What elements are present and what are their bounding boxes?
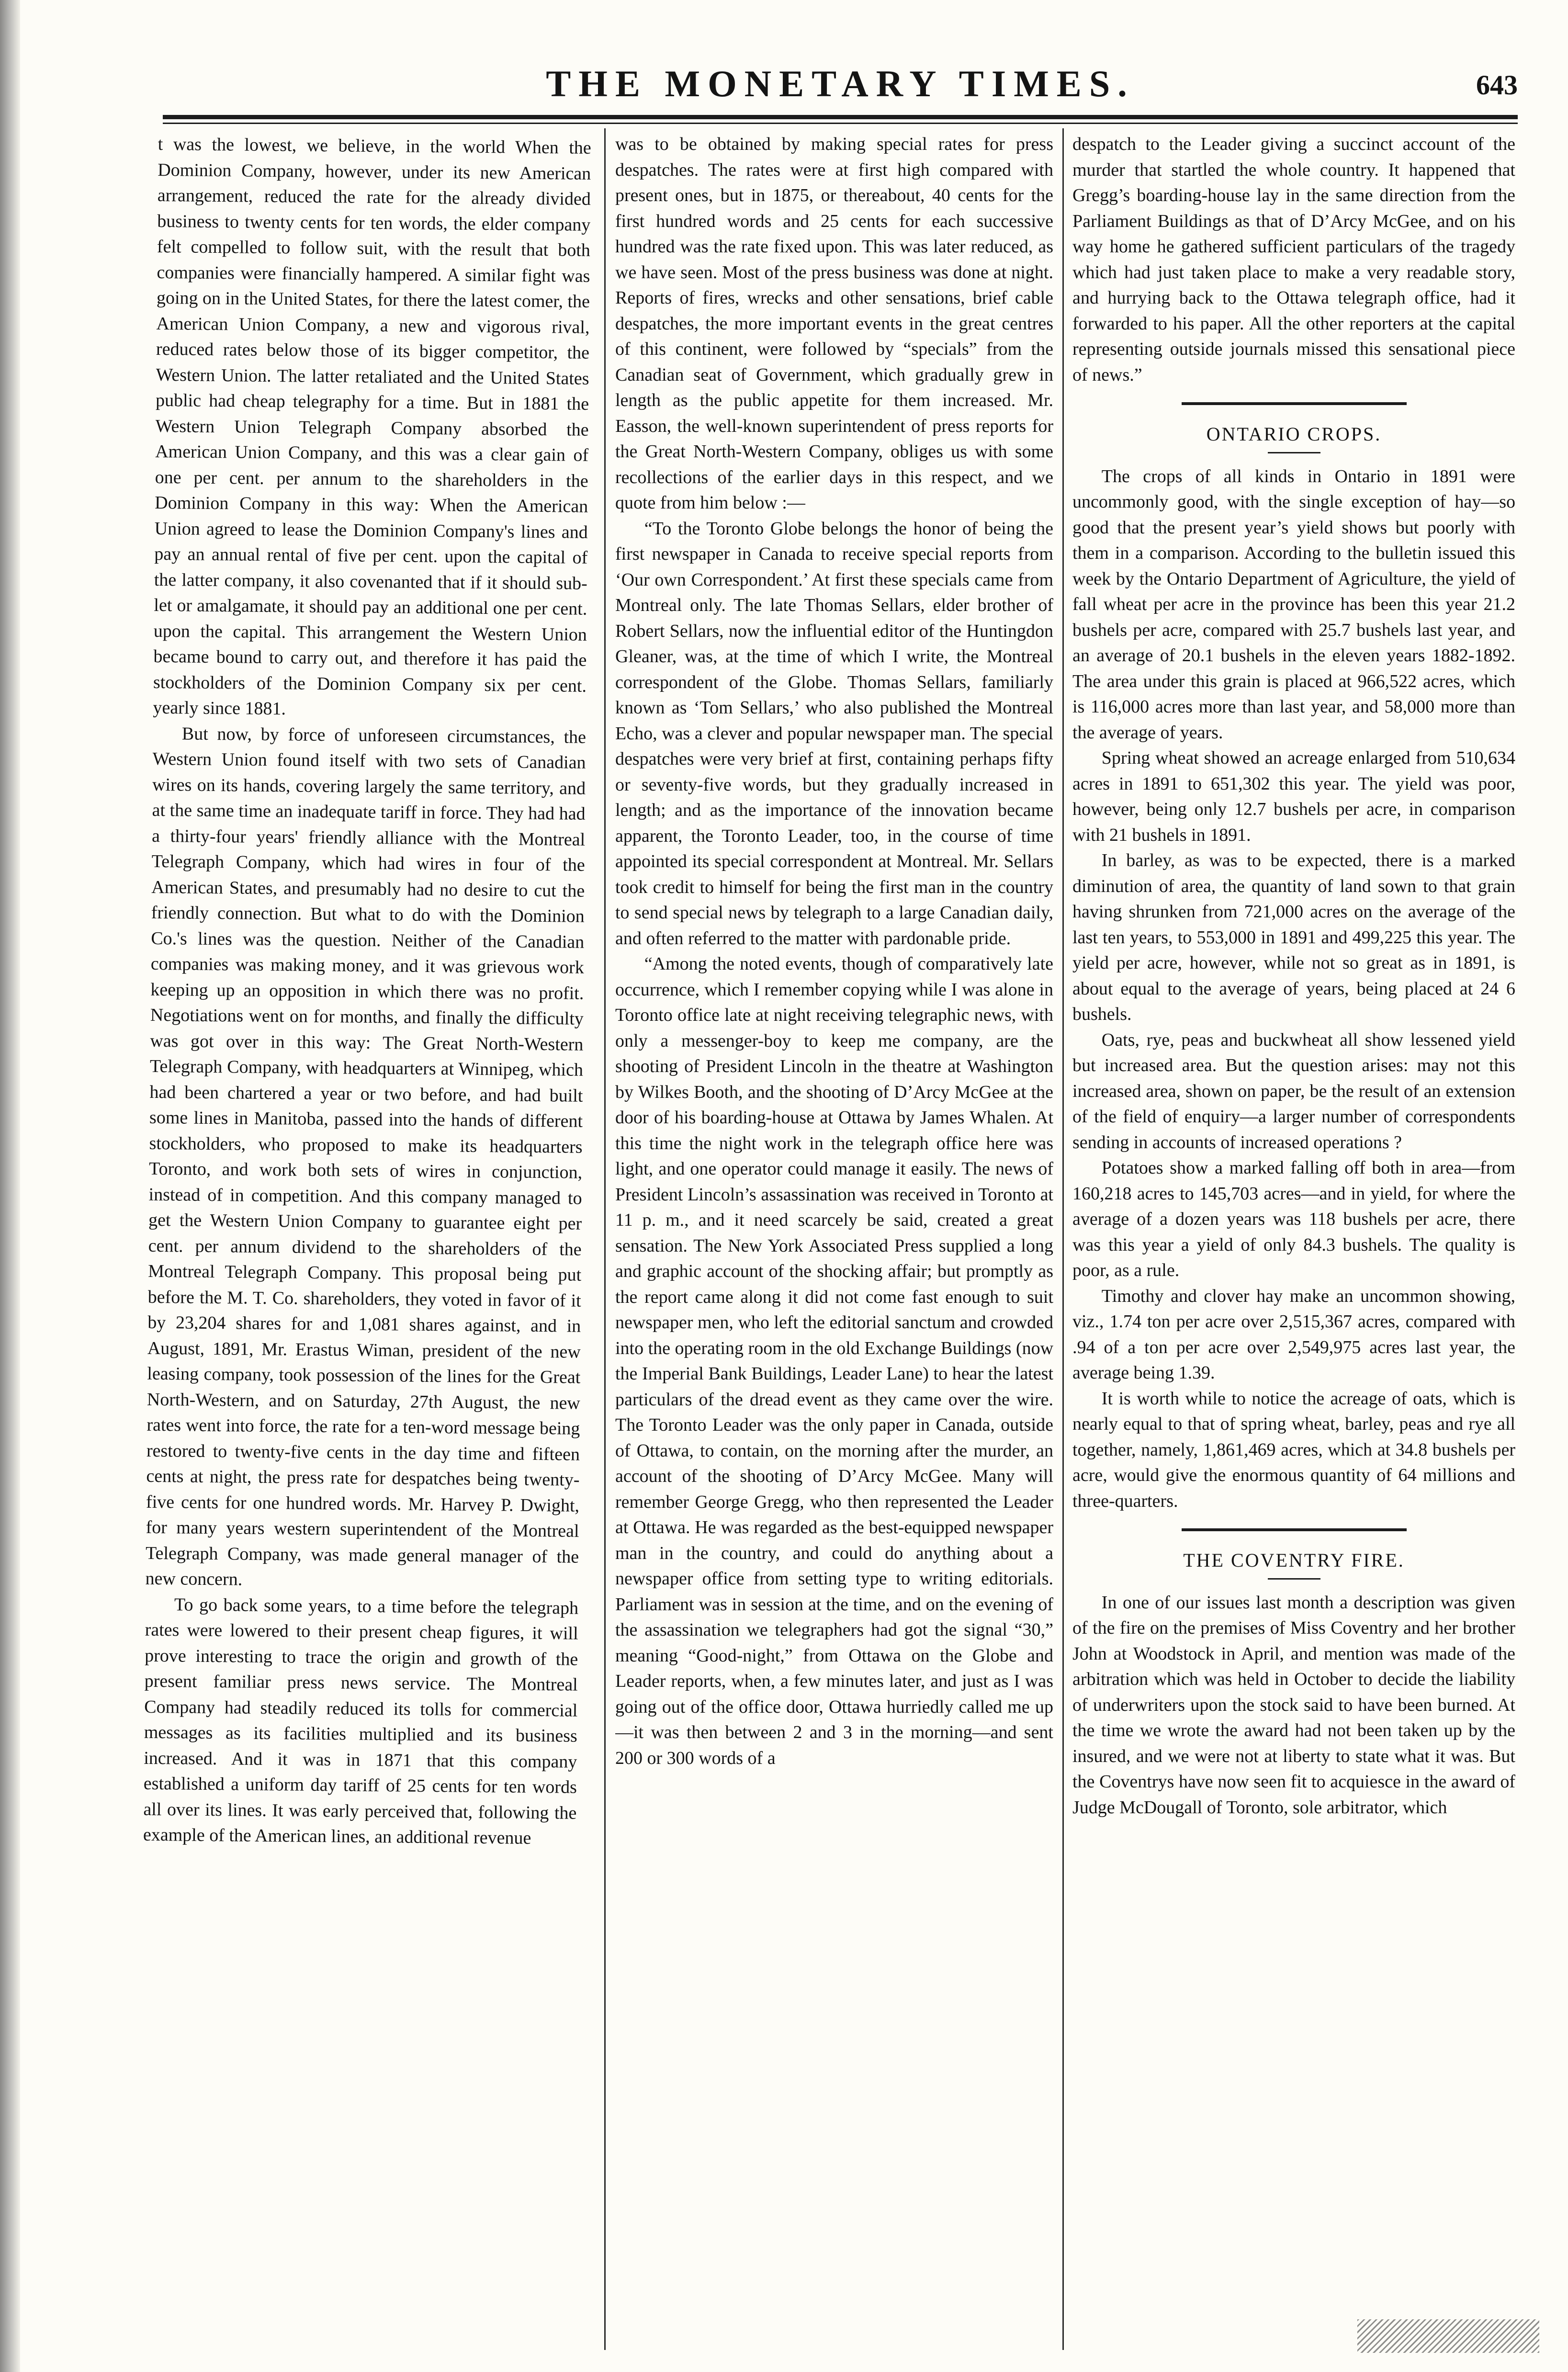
page-header (163, 57, 1518, 115)
paragraph: t was the lowest, we believe, in the world When the Dominion Company, however, under its new American arrangement, reduced the rate for the already divided business to twenty cents for ten words, the elder company felt compelled to follow suit, with the result that both companies were financially hampered. A similar fight was going on in the United States, for there the latest comer, the American Union Company, a new and vigorous rival, reduced rates below those of its bigger competitor, the Western Union. The latter retaliated and the United States public had cheap telegraphy for a time. But in 1881 the Western Union Telegraph Company absorbed the American Union Company, and this was a clear gain of one per cent. per annum to the shareholders in the Dominion Company in this way: When the American Union agreed to lease the Dominion Company's lines and pay an annual rental of five per cent. upon the capital of the latter company, it also covenanted that if it should sub-let or amalgamate, it should pay an additional one per cent. upon the capital. This arrangement the Western Union became bound to carry out, and therefore it has paid the stockholders of the Dominion Company six per cent. yearly since 1881. (153, 134, 591, 719)
column-rule-1 (604, 128, 606, 2350)
paragraph: despatch to the Leader giving a succinct account of the murder that startled the whole country. It happened that Gregg’s boarding-house lay in the same direction from the Parliament Buildings as that of D’Arcy McGee, and on his way home he gathered sufficient particulars of the tragedy which had just taken place to make a very readable story, and hurrying back to the Ottawa telegraph office, had it forwarded to his paper. All the other reporters at the capital representing outside journals missed this sensational piece of news.” (1072, 134, 1515, 385)
paragraph: “Among the noted events, though of comparatively late occurrence, which I remember copying while I was alone in Toronto office late at night receiving telegraphic news, with only a messenger-boy to keep me company, are the shooting of President Lincoln in the theatre at Washington by Wilkes Booth, and the shooting of D’Arcy McGee at the door of his boarding-house at Ottawa by James Whalen. At this time the night work in the telegraph office here was light, and one operator could manage it easily. The news of President Lincoln’s assassination was received in Toronto at 11 p. m., and it need scarcely be said, created a great sensation. The New York Associated Press supplied a long and graphic account of the shocking affair; but promptly as the report came along it did not come fast enough to suit newspaper men, who left the editorial sanctum and crowded into the operating room in the old Exchange Buildings (now the Imperial Bank Buildings, Leader Lane) to hear the latest particulars of the dread event as they came over the wire. The Toronto Leader was the only paper in Canada, outside of Ottawa, to contain, on the morning after the murder, an account of the shooting of D’Arcy McGee. Many will remember George Gregg, who then represented the Leader at Ottawa. He was regarded as the best-equipped newspaper man in the country, and could do anything about a newspaper office from setting type to writing editorials. Parliament was in session at the time, and on the evening of the assassination we telegraphers had got the signal “30,” meaning “Good-night,” from Ottawa on the Globe and Leader reports, when, a few minutes later, and just as I was going out of the office door, Ottawa hurriedly called me up—it was then between 2 and 3 in the morning—and sent 200 or 300 words of a (615, 954, 1053, 1768)
section-divider (1182, 1528, 1407, 1531)
page-number: 643 (1476, 69, 1518, 101)
paragraph: “To the Toronto Globe belongs the honor of being the first newspaper in Canada to receive special reports from ‘Our own Correspondent.’ At first these specials came from Montreal only. The late Thomas Sellars, elder brother of Robert Sellars, now the influential editor of the Huntingdon Gleaner, was, at the time of which I write, the Montreal correspondent of the Globe. Thomas Sellars, familiarly known as ‘Tom Sellars,’ who also published the Montreal Echo, was a clever and popular newspaper man. The special despatches were very brief at first, containing perhaps fifty or seventy-five words, but they gradually increased in length; and as the importance of the innovation became apparent, the Toronto Leader, too, in the course of time appointed its special correspondent at Montreal. Mr. Sellars took credit to himself for being the first man in the country to send special news by telegraph to a large Canadian daily, and often referred to the matter with pardonable pride. (615, 518, 1053, 949)
heading-underline (1268, 452, 1320, 453)
paragraph: Spring wheat showed an acreage enlarged from 510,634 acres in 1891 to 651,302 this year. The yield was poor, however, being only 12.7 bushels per acre, in comparison with 21 bushels in 1891. (1072, 748, 1515, 845)
section-heading-coventry-fire: THE COVENTRY FIRE. (1183, 1549, 1405, 1571)
scan-edge-shadow (0, 0, 20, 2372)
column-3 (1072, 132, 1515, 2353)
paragraph: In one of our issues last month a description was given of the fire on the premises of Miss Coventry and her brother John at Woodstock in April, and mention was made of the arbitration which was held in October to decide the liability of underwriters upon the stock said to have been burned. At the time we wrote the award had not been taken up by the insured, and we were not at liberty to state what it was. But the Coventrys have now seen fit to acquiesce in the award of Judge McDougall of Toronto, sole arbitrator, which (1072, 1592, 1515, 1818)
heading-underline (1268, 1578, 1320, 1580)
column-2 (615, 132, 1053, 2353)
paragraph: But now, by force of unforeseen circumstances, the Western Union found itself with two sets of Canadian wires on its hands, covering largely the same territory, and at the same time an inadequate tariff in force. They had had a thirty-four years' friendly alliance with the Montreal Telegraph Company, which had wires in four of the American States, and presumably had no desire to cut the friendly connection. But what to do with the Dominion Co.'s lines was the question. Neither of the Canadian companies was making money, and it was grievous work keeping up an opposition in which there was no profit. Negotiations went on for months, and finally the difficulty was got over in this way: The Great North-Western Telegraph Company, with headquarters at Winnipeg, which had been chartered a year or two before, and had built some lines in Manitoba, passed into the hands of different stockholders, who proposed to make its headquarters Toronto, and work both sets of wires in conjunction, instead of in competition. And this company managed to get the Western Union Company to guarantee eight per cent. per annum dividend to the shareholders of the Montreal Telegraph Company. This proposal being put before the M. T. Co. shareholders, they voted in favor of it by 23,204 shares for and 1,081 shares against, and in August, 1891, Mr. Erastus Wiman, president of the new leasing company, took possession of the lines for the Great North-Western, and on Saturday, 27th August, the new rates went into force, the rate for a ten-word message being restored to twenty-five cents in the day time and fifteen cents at night, the press rate for despatches being twenty-five cents for one hundred words. Mr. Harvey P. Dwight, for many years western superintendent of the Montreal Telegraph Company, was made general manager of the new concern. (145, 723, 587, 1590)
paragraph: Oats, rye, peas and buckwheat all show lessened yield but increased area. But the question arises: may not this increased area, shown on paper, be the result of an extension of the field of enquiry—a larger number of correspondents sending in accounts of increased operations ? (1072, 1029, 1515, 1152)
paragraph: was to be obtained by making special rates for press despatches. The rates were at first high compared with present ones, but in 1875, or thereabout, 40 cents for the first hundred words and 25 cents for each successive hundred was the rate fixed upon. This was later reduced, as we have seen. Most of the press business was done at night. Reports of fires, wrecks and other sensations, brief cable despatches, the more important events in the great centres of this continent, were followed by “specials” from the Canadian seat of Government, which gradually grew in length as the public appetite for them increased. Mr. Easson, the well-known superintendent of press reports for the Great North-Western Company, obliges us with some recollections of the earlier days in this respect, and we quote from him below :— (615, 134, 1053, 513)
column-1 (139, 132, 591, 2357)
paragraph: Potatoes show a marked falling off both in area—from 160,218 acres to 145,703 acres—and in yield, for where the average of a dozen years was 118 bushels per acre, there was this year a yield of only 84.3 bushels. The quality is poor, as a rule. (1072, 1158, 1515, 1280)
section-divider (1182, 402, 1407, 405)
scan-smudge (1357, 2319, 1539, 2353)
paragraph: It is worth while to notice the acreage of oats, which is nearly equal to that of spring wheat, barley, peas and rye all together, namely, 1,861,469 acres, which at 34.8 bushels per acre, would give the enormous quantity of 64 millions and three-quarters. (1072, 1388, 1515, 1511)
paragraph: The crops of all kinds in Ontario in 1891 were uncommonly good, with the single exception of hay—so good that the present year’s yield shows but poorly with them in a comparison. According to the bulletin issued this week by the Ontario Department of Agriculture, the yield of fall wheat per acre in the province has been this year 21.2 bushels per acre, compared with 25.7 bushels last year, and an average of 20.1 bushels in the eleven years 1882-1892. The area under this grain is placed at 966,522 acres, which is 116,000 acres more than last year, and 58,000 more than the average of years. (1072, 466, 1515, 743)
paragraph: To go back some years, to a time before the telegraph rates were lowered to their present cheap figures, it will prove interesting to trace the origin and growth of the present familiar press news service. The Montreal Company had steadily reduced its tolls for commercial messages as its facilities multiplied and its business increased. And it was in 1871 that this company established a uniform day tariff of 25 cents for ten words all over its lines. It was early perceived that, following the example of the American lines, an additional revenue (143, 1594, 579, 1848)
header-rule-thin (163, 123, 1518, 124)
column-rule-2 (1062, 128, 1064, 2350)
section-heading-ontario-crops: ONTARIO CROPS. (1206, 423, 1382, 445)
masthead: THE MONETARY TIMES. (546, 63, 1135, 104)
header-rule-thick (163, 115, 1518, 119)
paragraph: In barley, as was to be expected, there is a marked diminution of area, the quantity of land sown to that grain having shrunken from 721,000 acres on the average of the last ten years, to 553,000 in 1891 and 499,225 this year. The yield per acre, however, while not so great as in 1891, is about equal to the average of years, being placed at 24 6 bushels. (1072, 850, 1515, 1024)
paragraph: Timothy and clover hay make an uncommon showing, viz., 1.74 ton per acre over 2,515,367 acres, compared with .94 of a ton per acre over 2,549,975 acres last year, the average being 1.39. (1072, 1286, 1515, 1383)
